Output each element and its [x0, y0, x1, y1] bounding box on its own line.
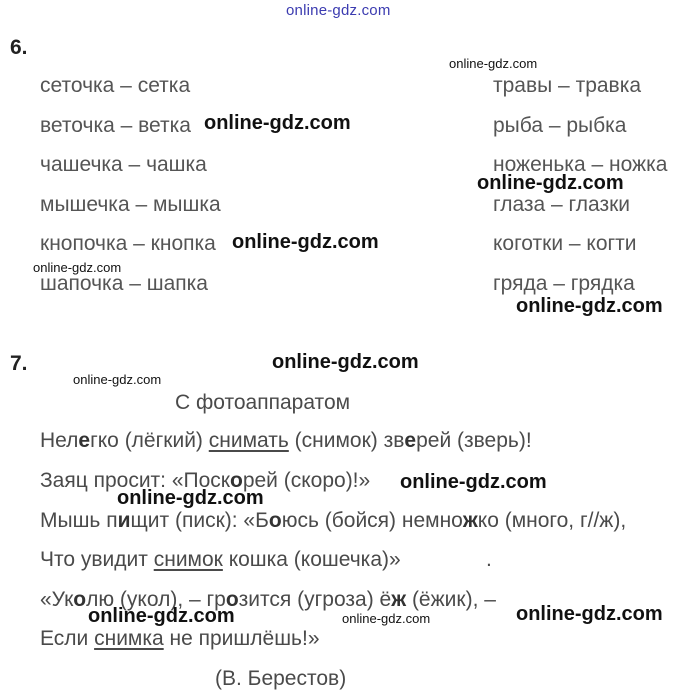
poem-title: С фотоаппаратом	[175, 391, 351, 414]
left-pair-2: веточка – ветка	[40, 114, 191, 137]
watermark-top: online-gdz.com	[286, 2, 391, 19]
watermark-big: online-gdz.com	[516, 603, 663, 625]
watermark-big: online-gdz.com	[204, 112, 351, 134]
left-pair-3: чашечка – чашка	[40, 153, 207, 176]
left-pair-6: шапочка – шапка	[40, 272, 208, 295]
poem-line-4: Что увидит снимок кошка (кошечка)»	[40, 548, 401, 571]
watermark-big: online-gdz.com	[117, 487, 264, 509]
watermark-small: online-gdz.com	[33, 260, 122, 275]
left-pair-1: сеточка – сетка	[40, 74, 191, 97]
watermark-big: online-gdz.com	[88, 605, 235, 627]
watermark-big: online-gdz.com	[477, 172, 624, 194]
watermark-big: online-gdz.com	[232, 231, 379, 253]
poem-line-3: Мышь пищит (писк): «Боюсь (бойся) немножко (много, г//ж),	[40, 509, 627, 532]
right-pair-2: рыба – рыбка	[493, 114, 627, 137]
right-pair-5: коготки – когти	[493, 232, 637, 255]
right-pair-1: травы – травка	[493, 74, 642, 97]
watermark-small: online-gdz.com	[449, 56, 538, 71]
poem-line-1: Нелегко (лёгкий) снимать (снимок) зверей (зверь)!	[40, 429, 532, 452]
poem-line-6: Если снимка не пришлёшь!»	[40, 627, 320, 650]
exercise-6-number: 6.	[10, 36, 28, 59]
poem-author: (В. Берестов)	[215, 667, 347, 690]
poem-line-5: «Уколю (укол), – грозится (угроза) ёж (ёжик), –	[40, 588, 496, 611]
watermark-small: online-gdz.com	[73, 372, 162, 387]
right-pair-3: ноженька – ножка	[493, 153, 668, 176]
watermark-big: online-gdz.com	[400, 471, 547, 493]
left-pair-4: мышечка – мышка	[40, 193, 221, 216]
exercise-7-number: 7.	[10, 352, 28, 375]
watermark-big: online-gdz.com	[272, 351, 419, 373]
left-pair-5: кнопочка – кнопка	[40, 232, 216, 255]
right-pair-6: гряда – грядка	[493, 272, 635, 295]
poem-line-4-dot: .	[486, 548, 492, 571]
right-pair-4: глаза – глазки	[493, 193, 630, 216]
poem-line-2: Заяц просит: «Поскорей (скоро)!»	[40, 469, 371, 492]
watermark-big: online-gdz.com	[516, 295, 663, 317]
watermark-small: online-gdz.com	[342, 611, 431, 626]
